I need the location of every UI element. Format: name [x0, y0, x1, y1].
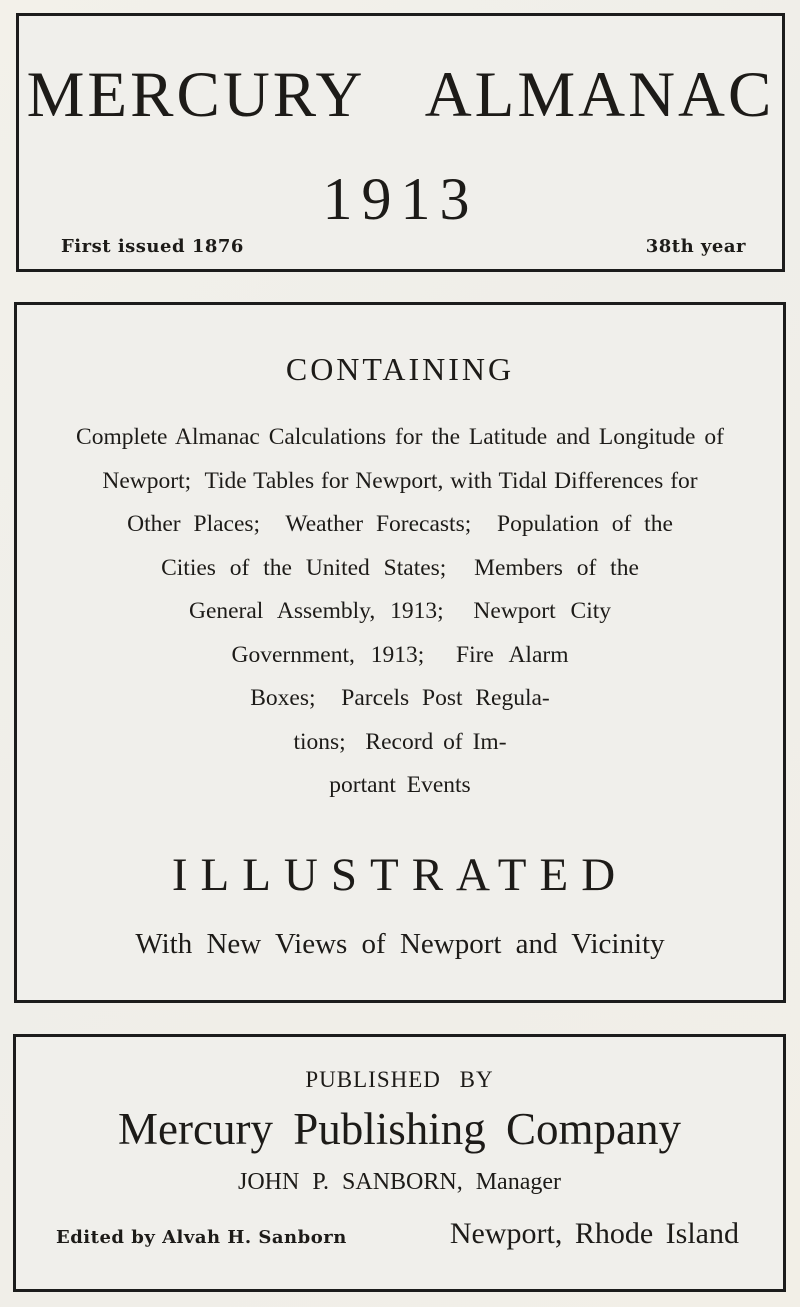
contents-line: Cities of the United States; Members of the [161, 554, 639, 581]
first-issued-note: First issued 1876 [61, 236, 244, 257]
title-panel-footer [61, 236, 746, 257]
contents-line: Newport; Tide Tables for Newport, with Tidal Differences for [102, 467, 698, 494]
almanac-year: 1913 [322, 166, 479, 232]
editor-credit: Edited by Alvah H. Sanborn [56, 1227, 347, 1248]
manager-credit: JOHN P. SANBORN, Manager [237, 1169, 561, 1195]
contents-line: tions; Record of Im- [293, 728, 507, 755]
edition-note: 38th year [645, 236, 746, 257]
contents-description [17, 416, 783, 808]
contents-line: Boxes; Parcels Post Regula- [250, 685, 550, 711]
contents-panel [14, 302, 786, 1003]
publisher-name: Mercury Publishing Company [118, 1104, 681, 1154]
title-panel [16, 13, 785, 272]
contents-line: Government, 1913; Fire Alarm [231, 641, 569, 668]
publisher-location: Newport, Rhode Island [449, 1217, 739, 1250]
contents-line: portant Events [329, 772, 471, 798]
contents-line: Complete Almanac Calculations for the Latitude and Longitude of [76, 424, 724, 450]
contents-line: General Assembly, 1913; Newport City [188, 598, 612, 624]
imprint-panel [13, 1034, 786, 1292]
published-by-label: PUBLISHED BY [305, 1067, 494, 1092]
imprint-footer [56, 1217, 739, 1251]
illustrated-subtitle: With New Views of Newport and Vicinity [135, 927, 665, 960]
containing-heading: CONTAINING [285, 351, 515, 387]
almanac-title: MERCURY ALMANAC [26, 59, 775, 131]
illustrated-heading: ILLUSTRATED [171, 848, 629, 901]
contents-line: Other Places; Weather Forecasts; Population of the [127, 511, 673, 537]
